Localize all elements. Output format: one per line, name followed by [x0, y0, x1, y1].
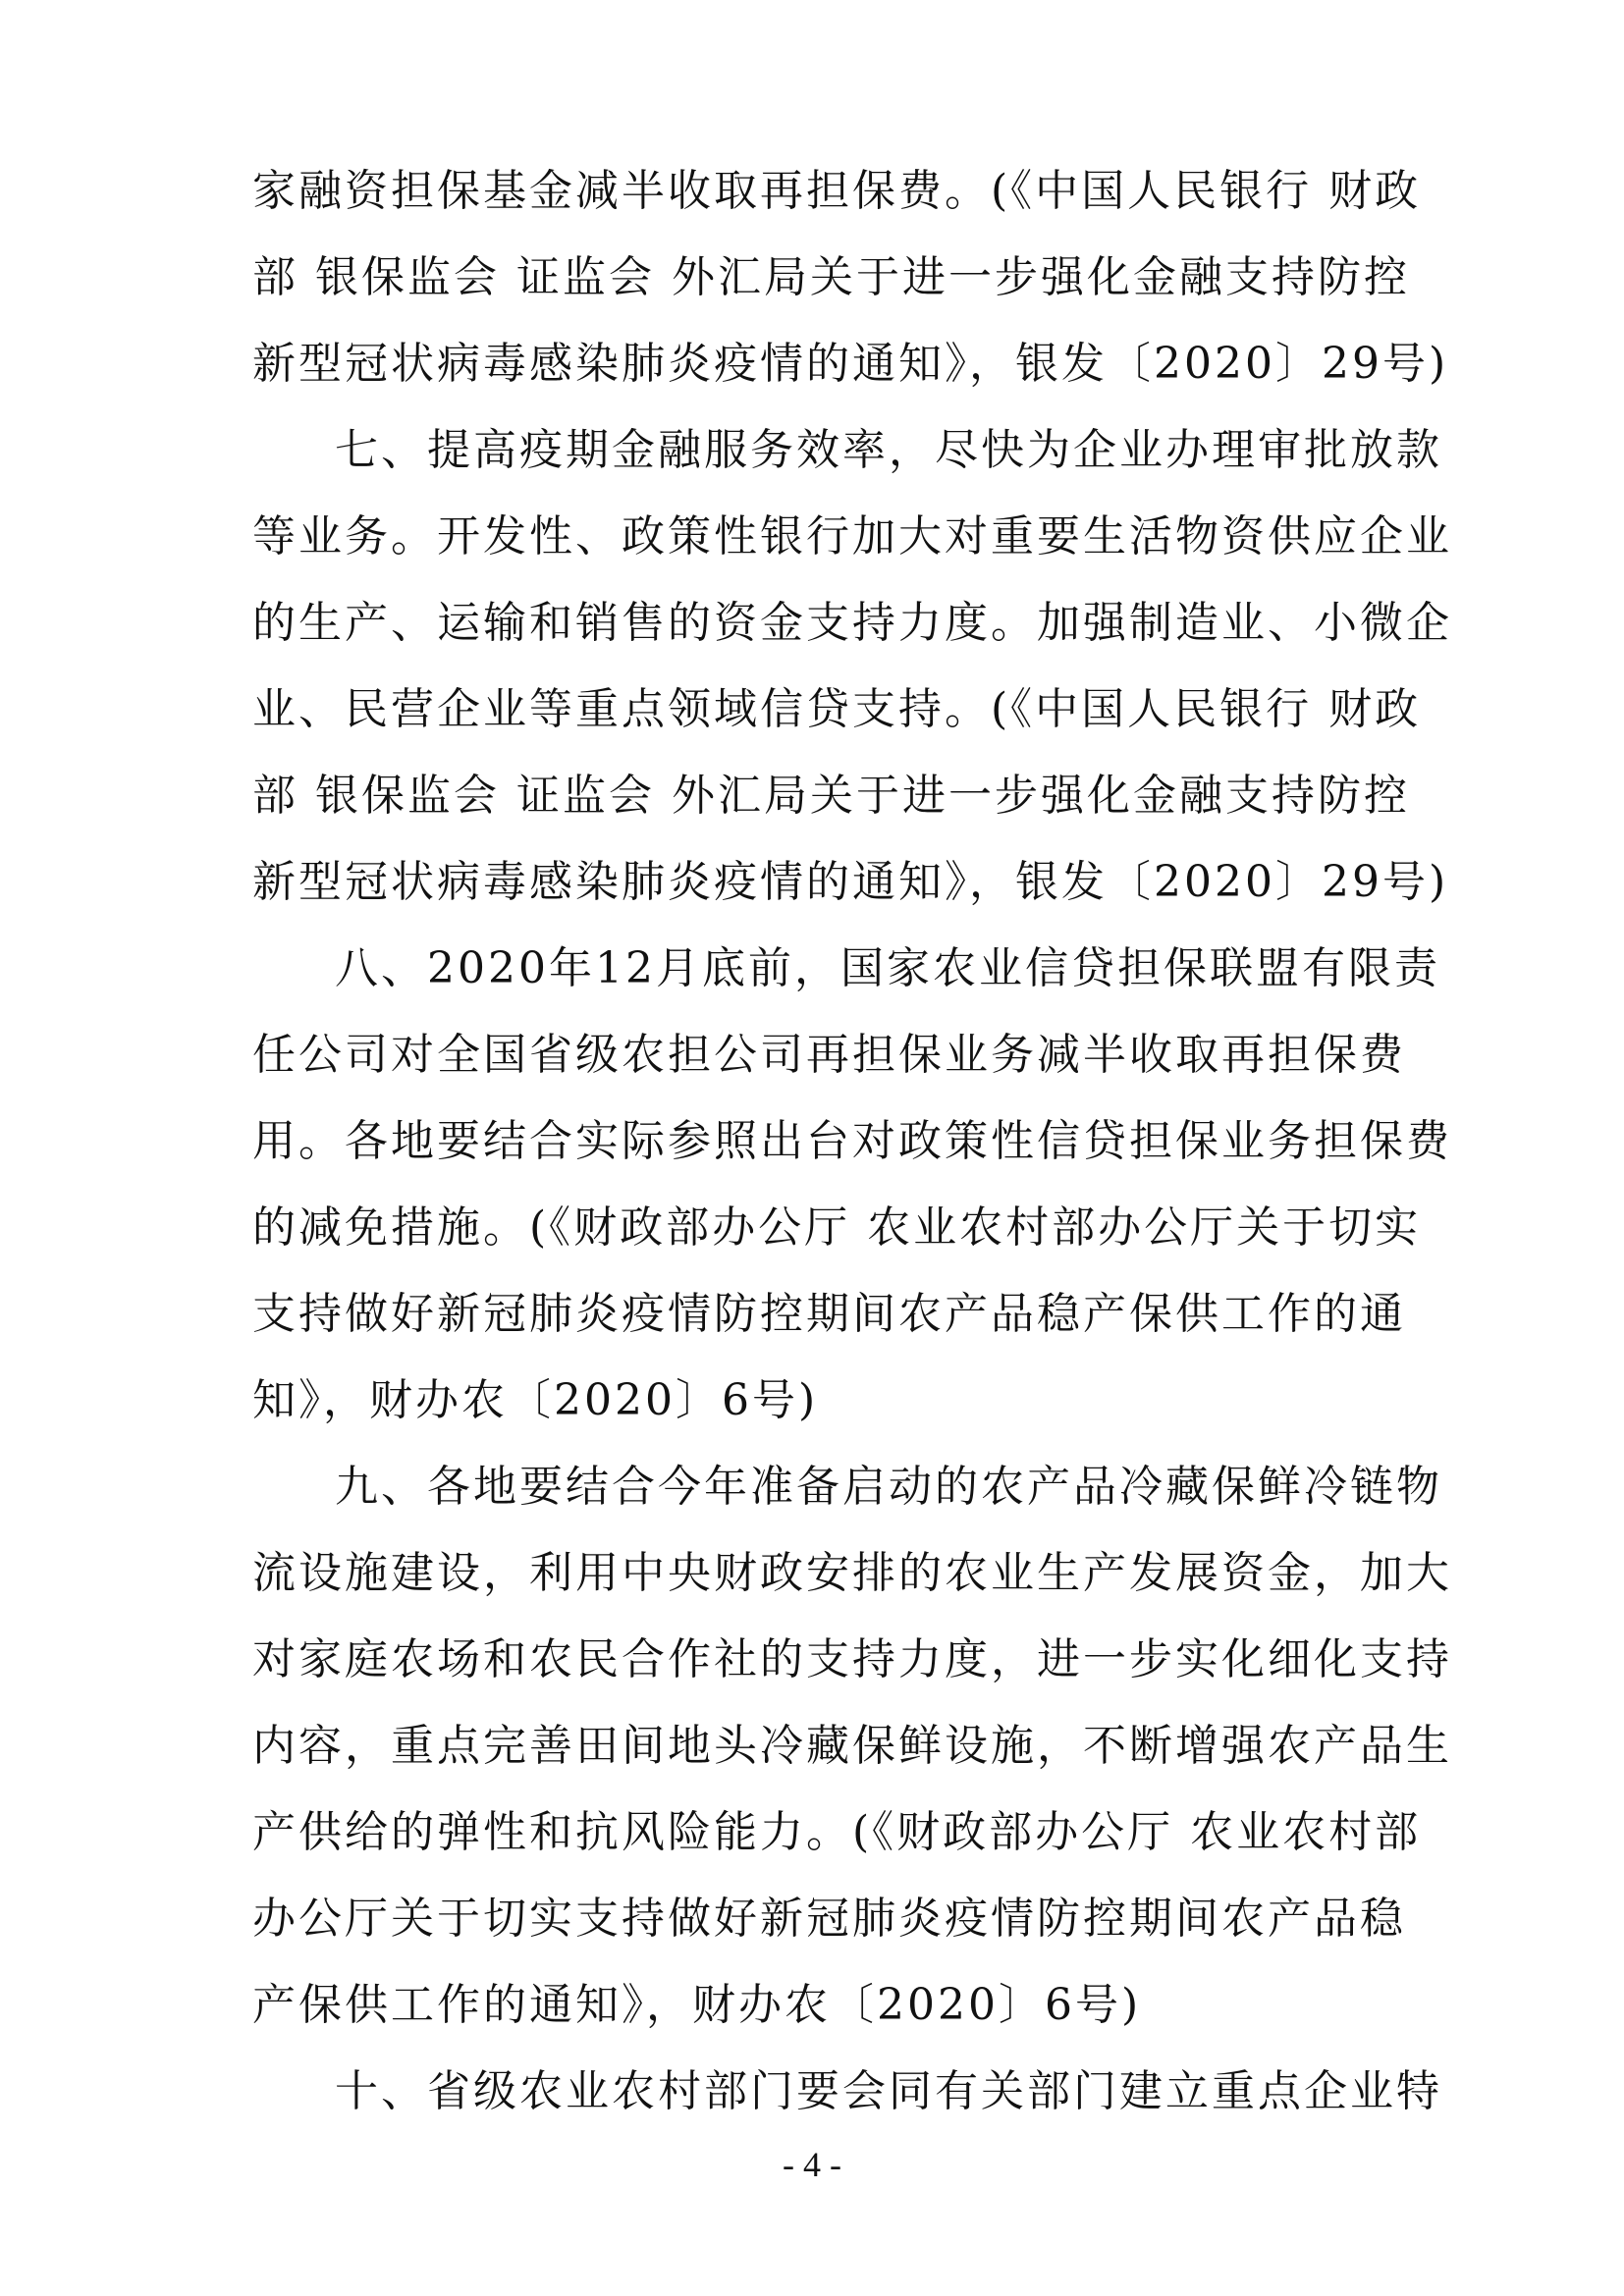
text-line: 的生产、运输和销售的资金支持力度。加强制造业、小微企 [252, 598, 1452, 648]
text-line: 知》，财办农〔2020〕6号) [252, 1375, 819, 1425]
text-line: 的减免措施。(《财政部办公厅 农业农村部办公厅关于切实 [252, 1202, 1422, 1253]
text-line: 部 银保监会 证监会 外汇局关于进一步强化金融支持防控 [252, 252, 1410, 302]
text-line: 家融资担保基金减半收取再担保费。(《中国人民银行 财政 [252, 166, 1422, 216]
text-line: 内容，重点完善田间地头冷藏保鲜设施，不断增强农产品生 [252, 1721, 1452, 1771]
text-line: 新型冠状病毒感染肺炎疫情的通知》，银发〔2020〕29号) [252, 857, 1449, 907]
text-line: 用。各地要结合实际参照出台对政策性信贷担保业务担保费 [252, 1116, 1452, 1166]
text-line: 对家庭农场和农民合作社的支持力度，进一步实化细化支持 [252, 1634, 1452, 1684]
text-line: 支持做好新冠肺炎疫情防控期间农产品稳产保供工作的通 [252, 1289, 1406, 1339]
text-line: 等业务。开发性、政策性银行加大对重要生活物资供应企业 [252, 511, 1452, 561]
text-line: 部 银保监会 证监会 外汇局关于进一步强化金融支持防控 [252, 771, 1410, 821]
paragraph-start-line: 十、省级农业农村部门要会同有关部门建立重点企业特 [335, 2066, 1442, 2116]
text-line: 产供给的弹性和抗风险能力。(《财政部办公厅 农业农村部 [252, 1807, 1422, 1857]
page-number: - 4 - [783, 2145, 841, 2184]
paragraph-start-line: 九、各地要结合今年准备启动的农产品冷藏保鲜冷链物 [335, 1462, 1442, 1512]
text-line: 产保供工作的通知》，财办农〔2020〕6号) [252, 1980, 1142, 2030]
paragraph-start-line: 七、提高疫期金融服务效率，尽快为企业办理审批放款 [335, 425, 1442, 475]
text-line: 流设施建设，利用中央财政安排的农业生产发展资金，加大 [252, 1548, 1452, 1598]
text-line: 办公厅关于切实支持做好新冠肺炎疫情防控期间农产品稳 [252, 1894, 1406, 1944]
text-line: 任公司对全国省级农担公司再担保业务减半收取再担保费 [252, 1030, 1406, 1080]
text-line: 新型冠状病毒感染肺炎疫情的通知》，银发〔2020〕29号) [252, 339, 1449, 389]
text-line: 业、民营企业等重点领域信贷支持。(《中国人民银行 财政 [252, 684, 1422, 734]
paragraph-start-line: 八、2020年12月底前，国家农业信贷担保联盟有限责 [335, 943, 1440, 993]
